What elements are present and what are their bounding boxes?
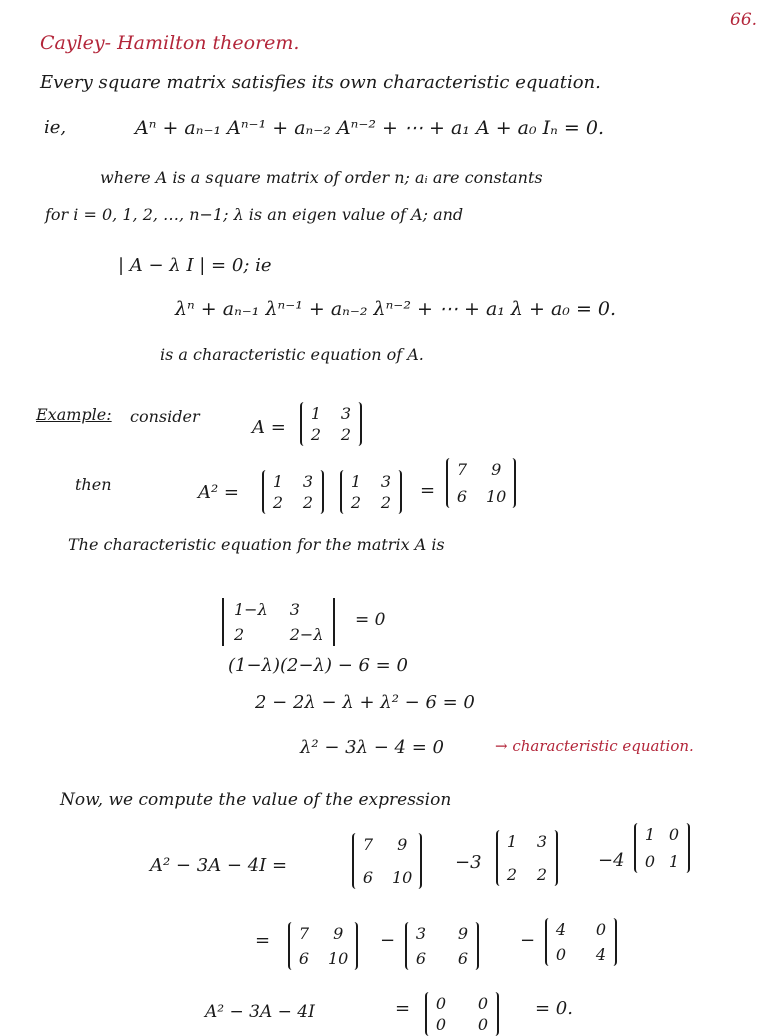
a-equals-label: A = <box>252 417 286 438</box>
expansion-step-1: (1−λ)(2−λ) − 6 = 0 <box>228 655 408 676</box>
matrix-cell: 1−λ <box>234 600 268 619</box>
matrix-a-squared <box>446 458 516 508</box>
theorem-statement: Every square matrix satisfies its own characteristic equation. <box>40 72 601 93</box>
equation-eigen-polynomial: λⁿ + aₙ₋₁ λⁿ⁻¹ + aₙ₋₂ λⁿ⁻² + ⋯ + a₁ λ + a₀ = 0. <box>175 298 617 320</box>
matrix-cell: 6 <box>362 868 374 887</box>
matrix-cell: 10 <box>486 487 507 506</box>
matrix-cell: 1 <box>506 832 518 851</box>
matrix-cell: 3 <box>340 404 352 423</box>
det-equals-zero: = 0 <box>355 610 386 630</box>
determinant-matrix <box>222 598 335 646</box>
matrix-identity <box>634 823 690 873</box>
matrix-a-squared-3 <box>288 922 358 970</box>
zero-matrix <box>425 992 499 1036</box>
matrix-cell: 3 <box>380 472 392 491</box>
matrix-three-a <box>405 922 479 970</box>
equals-sign-2: = <box>255 930 271 951</box>
now-compute-line: Now, we compute the value of the expression <box>60 790 452 810</box>
matrix-cell: 9 <box>457 924 469 943</box>
matrix-cell: 3 <box>289 600 300 619</box>
minus-sign-1: − <box>380 930 396 951</box>
matrix-cell: 6 <box>415 949 427 968</box>
matrix-cell: 2 <box>302 493 314 512</box>
matrix-cell: 2 <box>506 865 518 884</box>
ie-label: ie, <box>44 117 67 138</box>
matrix-a <box>300 402 362 446</box>
page-title: Cayley- Hamilton theorem. <box>40 32 300 54</box>
matrix-cell: 0 <box>555 945 567 964</box>
matrix-cell: 4 <box>595 945 607 964</box>
matrix-four-i <box>545 918 617 966</box>
matrix-cell: 1 <box>668 852 680 871</box>
determinant-line: | A − λ I | = 0; ie <box>118 255 272 276</box>
matrix-cell: 2 <box>380 493 392 512</box>
matrix-a-2 <box>496 830 558 886</box>
matrix-cell: 2−λ <box>289 625 324 644</box>
characteristic-equation-note: → characteristic equation. <box>495 737 694 755</box>
matrix-cell: 1 <box>272 472 284 491</box>
matrix-cell: 1 <box>310 404 322 423</box>
matrix-cell: 10 <box>392 868 413 887</box>
matrix-cell: 0 <box>435 994 447 1013</box>
matrix-cell: 2 <box>350 493 362 512</box>
matrix-cell: 9 <box>333 924 344 943</box>
expansion-step-3: λ² − 3λ − 4 = 0 <box>300 737 444 758</box>
minus-three-label: −3 <box>455 852 482 873</box>
equation-matrix-polynomial: Aⁿ + aₙ₋₁ Aⁿ⁻¹ + aₙ₋₂ Aⁿ⁻² + ⋯ + a₁ A + a₀ Iₙ = 0. <box>135 117 604 139</box>
matrix-cell: 0 <box>668 825 680 844</box>
matrix-cell: 1 <box>644 825 656 844</box>
matrix-cell: 9 <box>397 835 408 854</box>
final-lhs: A² − 3A − 4I <box>205 1002 315 1022</box>
then-text: then <box>75 475 112 494</box>
matrix-cell: 2 <box>536 865 548 884</box>
consider-text: consider <box>130 407 200 426</box>
matrix-a-right <box>340 470 402 514</box>
char-eq-intro: The characteristic equation for the matrix A is <box>68 535 445 554</box>
where-line: where A is a square matrix of order n; aᵢ are constants <box>100 168 543 187</box>
matrix-cell: 0 <box>435 1015 447 1034</box>
matrix-cell: 2 <box>272 493 284 512</box>
final-equals: = <box>395 998 411 1019</box>
matrix-a-left <box>262 470 324 514</box>
matrix-cell: 6 <box>298 949 310 968</box>
page-number: 66. <box>730 10 758 30</box>
final-result: = 0. <box>535 998 573 1019</box>
minus-four-label: −4 <box>598 850 625 871</box>
example-label: Example: <box>36 405 112 424</box>
matrix-cell: 9 <box>491 460 502 479</box>
matrix-cell: 2 <box>234 625 245 644</box>
matrix-a-squared-2 <box>352 833 422 889</box>
expansion-step-2: 2 − 2λ − λ + λ² − 6 = 0 <box>255 692 475 713</box>
matrix-cell: 0 <box>595 920 607 939</box>
matrix-cell: 2 <box>310 425 322 444</box>
matrix-cell: 7 <box>362 835 374 854</box>
matrix-cell: 0 <box>477 1015 489 1034</box>
matrix-cell: 3 <box>415 924 427 943</box>
matrix-cell: 3 <box>302 472 314 491</box>
matrix-cell: 2 <box>340 425 352 444</box>
equals-sign: = <box>420 480 436 501</box>
matrix-cell: 4 <box>555 920 567 939</box>
matrix-cell: 1 <box>350 472 362 491</box>
matrix-cell: 7 <box>298 924 310 943</box>
a-squared-label: A² = <box>198 482 240 503</box>
for-line: for i = 0, 1, 2, …, n−1; λ is an eigen value of A; and <box>45 205 464 224</box>
matrix-cell: 10 <box>328 949 349 968</box>
matrix-cell: 6 <box>456 487 468 506</box>
expression-lhs: A² − 3A − 4I = <box>150 855 288 876</box>
matrix-cell: 7 <box>456 460 468 479</box>
matrix-cell: 6 <box>457 949 469 968</box>
matrix-cell: 0 <box>477 994 489 1013</box>
matrix-cell: 3 <box>536 832 548 851</box>
is-characteristic-line: is a characteristic equation of A. <box>160 345 424 364</box>
minus-sign-2: − <box>520 930 536 951</box>
matrix-cell: 0 <box>644 852 656 871</box>
